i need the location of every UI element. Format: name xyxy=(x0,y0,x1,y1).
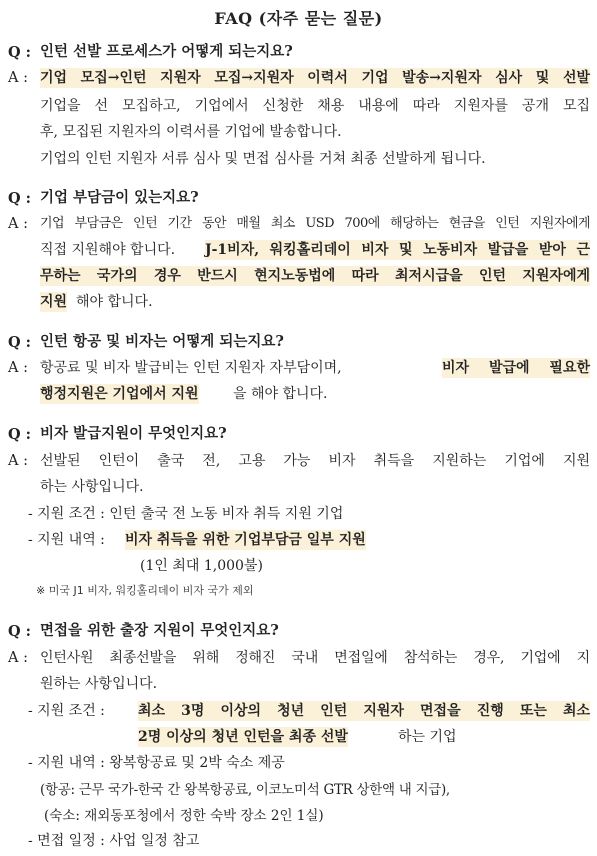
faq5-condition-tail: 하는 기업 xyxy=(398,729,457,745)
faq3-answer-line: 을 해야 합니다. xyxy=(233,386,328,402)
answer-label: A : xyxy=(8,453,28,469)
faq5-airfare-note: (항공: 근무 국가-한국 간 왕복항공료, 이코노미석 GTR 상한액 내 지급), xyxy=(40,782,450,798)
question-label: Q : xyxy=(8,190,32,207)
faq2-answer-line: 직접 지원해야 합니다. xyxy=(40,242,176,258)
answer-label: A : xyxy=(8,360,28,376)
faq1-process-flow: 기업 모집→인턴 지원자 모집→지원자 이력서 기업 발송→지원자 심사 및 선발 xyxy=(40,70,590,86)
faq5-condition-highlight: 최소 3명 이상의 청년 인턴 지원자 면접을 진행 또는 최소 xyxy=(138,703,590,719)
answer-label: A : xyxy=(8,216,28,232)
faq4-answer-line: 하는 사항입니다. xyxy=(40,479,144,495)
faq3-admin-highlight: 비자 발급에 필요한 xyxy=(442,360,590,376)
faq3-question: 인턴 항공 및 비자는 어떻게 되는지요? xyxy=(40,333,284,350)
question-label: Q : xyxy=(8,426,32,443)
faq1-answer-line: 기업의 인턴 지원자 서류 심사 및 면접 심사를 거쳐 최종 선발하게 됩니다. xyxy=(40,151,486,167)
faq5-lodging-note: (숙소: 재외동포청에서 정한 숙박 장소 2인 1실) xyxy=(44,808,324,824)
faq1-answer-line: 후, 모집된 지원자의 이력서를 기업에 발송합니다. xyxy=(40,124,342,140)
faq5-answer-line: 인턴사원 최종선발을 위해 정해진 국내 면접일에 참석하는 경우, 기업에 지 xyxy=(40,650,590,666)
faq5-answer-line: 원하는 사항입니다. xyxy=(40,676,158,692)
faq5-condition-highlight: 2명 이상의 청년 인턴을 최종 선발 xyxy=(138,729,348,745)
faq5-support-detail: - 지원 내역 : 왕복항공료 및 2박 숙소 제공 xyxy=(28,755,285,771)
faq5-support-condition-label: - 지원 조건 : xyxy=(28,703,105,719)
faq4-support-condition: - 지원 조건 : 인턴 출국 전 노동 비자 취득 지원 기업 xyxy=(28,506,344,522)
answer-label: A : xyxy=(8,70,28,86)
faq4-question: 비자 발급지원이 무엇인지요? xyxy=(40,425,227,442)
faq2-visa-highlight: J-1비자, 워킹홀리데이 비자 및 노동비자 발급을 받아 근 xyxy=(205,242,590,258)
faq4-note: ※ 미국 J1 비자, 워킹홀리데이 비자 국가 제외 xyxy=(36,584,254,597)
faq1-answer-line: 기업을 선 모집하고, 기업에서 신청한 채용 내용에 따라 지원자를 공개 모집 xyxy=(40,98,590,114)
faq2-visa-highlight: 무하는 국가의 경우 반드시 현지노동법에 따라 최저시급을 인턴 지원자에게 xyxy=(40,268,590,284)
faq3-admin-highlight: 행정지원은 기업에서 지원 xyxy=(40,386,199,402)
faq4-support-detail-label: - 지원 내역 : xyxy=(28,532,105,548)
faq4-support-detail-highlight: 비자 취득을 위한 기업부담금 일부 지원 xyxy=(125,532,366,548)
faq2-answer-line: 해야 합니다. xyxy=(76,294,153,310)
question-label: Q : xyxy=(8,44,32,61)
page-title: FAQ (자주 묻는 질문) xyxy=(214,9,383,28)
faq3-answer-line: 항공료 및 비자 발급비는 인턴 지원자 자부담이며, xyxy=(40,360,342,376)
faq5-interview-schedule: - 면접 일정 : 사업 일정 참고 xyxy=(28,833,200,849)
faq5-question: 면접을 위한 출장 지원이 무엇인지요? xyxy=(40,622,279,639)
faq1-question: 인턴 선발 프로세스가 어떻게 되는지요? xyxy=(40,43,293,60)
faq2-visa-highlight: 지원 xyxy=(40,294,68,310)
question-label: Q : xyxy=(8,334,32,351)
answer-label: A : xyxy=(8,650,28,666)
faq4-support-limit: (1인 최대 1,000불) xyxy=(140,558,263,574)
faq2-answer-line: 기업 부담금은 인턴 기간 동안 매월 최소 USD 700에 해당하는 현금을 인턴 지원자에게 xyxy=(40,216,590,231)
faq2-question: 기업 부담금이 있는지요? xyxy=(40,189,199,206)
question-label: Q : xyxy=(8,623,32,640)
faq4-answer-line: 선발된 인턴이 출국 전, 고용 가능 비자 취득을 지원하는 기업에 지원 xyxy=(40,453,590,469)
